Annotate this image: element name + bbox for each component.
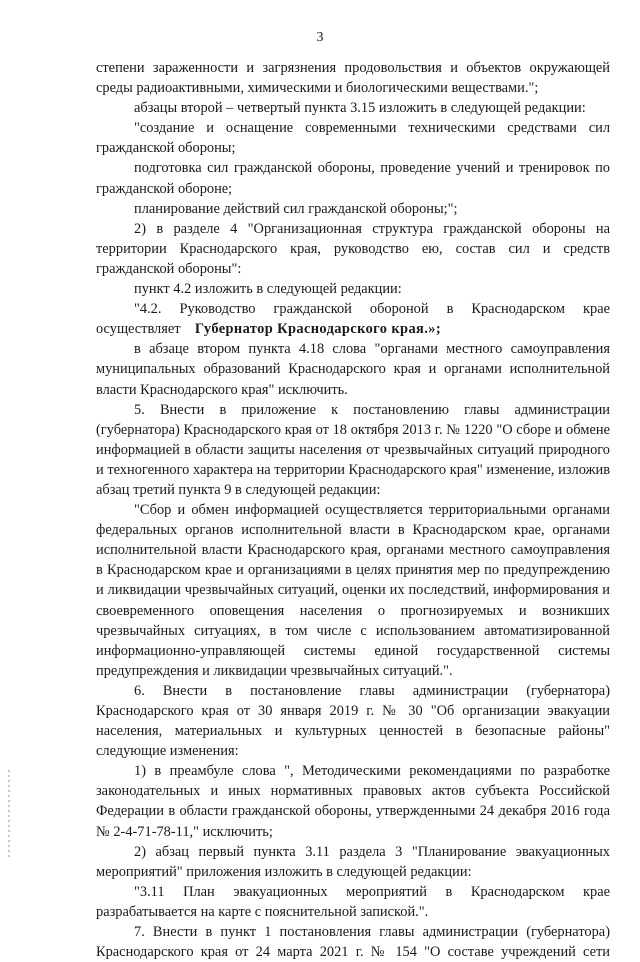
paragraph-7: пункт 4.2 изложить в следующей редакции: [134, 281, 402, 298]
margin-stamp-mark [8, 770, 10, 860]
page-number: 3 [316, 30, 324, 45]
paragraph-6: 2) в разделе 4 "Организационная структура гражданской обороны на территории Краснодарского края, руководство ею, состав сил и средств гражданской обороны": [96, 220, 610, 277]
paragraph-9: в абзаце втором пункта 4.18 слова "органами местного самоуправления муниципальных образований Краснодарского края и органами исполнительной власти Краснодарского края" исключить. [96, 341, 610, 398]
paragraph-4: подготовка сил гражданской обороны, проведение учений и тренировок по гражданской обороне; [96, 160, 610, 197]
document-body [96, 58, 610, 962]
paragraph-3: "создание и оснащение современными техническими средствами сил гражданской обороны; [96, 120, 610, 157]
paragraph-16: 7. Внести в пункт 1 постановления главы администрации (губернатора) Краснодарского края от 24 марта 2021 г. № 154 "О составе учреждений сети [96, 924, 610, 961]
paragraph-13: 1) в преамбуле слова ", Методическими рекомендациями по разработке законодательных и иных нормативных правовых актов субъекта Российской Федерации в области гражданской обороны, утвержденными 24 декабря 2016 года № 2-4-71-78-11," исключить; [96, 763, 610, 840]
paragraph-10: 5. Внести в приложение к постановлению главы администрации (губернатора) Краснодарского края от 18 октября 2013 г. № 1220 "О сборе и обмене информацией в области защиты населения от чрезвычайных ситуаций природного и техногенного характера на территории Краснодарского края" изменение, изложив абзац третий пункта 9 в следующей редакции: [96, 401, 610, 498]
paragraph-1: степени зараженности и загрязнения продовольствия и объектов окружающей среды радиоактивными, химическими и биологическими веществами."; [96, 60, 610, 97]
inserted-governor-text: Губернатор Краснодарского края.»; [194, 321, 442, 338]
paragraph-8-text: "4.2. Руководство гражданской обороной в Краснодарском крае осуществляет [96, 301, 610, 338]
paragraph-12: 6. Внести в постановление главы администрации (губернатора) Краснодарского края от 30 января 2019 г. № 30 "Об организации эвакуации населения, материальных и культурных ценностей в безопасные районы" следующие изменения: [96, 682, 610, 760]
paragraph-5: планирование действий сил гражданской обороны;"; [134, 200, 458, 217]
paragraph-14: 2) абзац первый пункта 3.11 раздела 3 "Планирование эвакуационных мероприятий" приложения изложить в следующей редакции: [96, 843, 610, 880]
paragraph-11: "Сбор и обмен информацией осуществляется территориальными органами федеральных органов исполнительной власти в Краснодарском крае, органами исполнительной власти Краснодарского края, органами местного самоуправления в Краснодарском крае и организациями в целях принятия мер по предупреждению и ликвидации чрезвычайных ситуаций, оценки их последствий, информирования и своевременного оповещения населения о прогнозируемых и возникших чрезвычайных ситуациях, в том числе с использованием автоматизированной информационно-управляющей системы единой государственной системы предупреждения и ликвидации чрезвычайных ситуаций.". [96, 502, 610, 679]
paragraph-2: абзацы второй – четвертый пункта 3.15 изложить в следующей редакции: [134, 100, 586, 117]
paragraph-8 [96, 299, 610, 339]
paragraph-15: "3.11 План эвакуационных мероприятий в Краснодарском крае разрабатывается на карте с пояснительной запиской.". [96, 883, 610, 920]
